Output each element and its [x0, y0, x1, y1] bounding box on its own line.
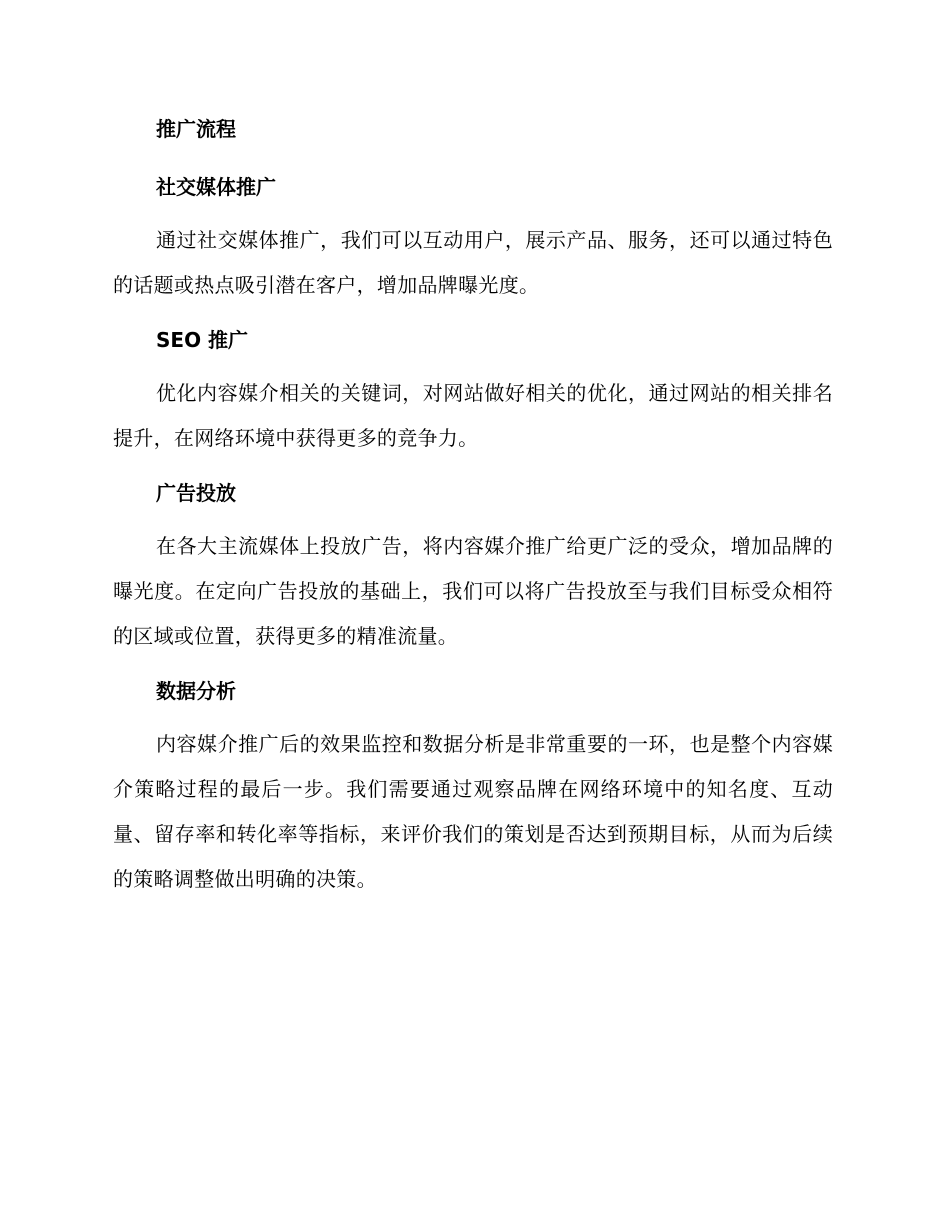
section-heading-seo: SEO 推广 [156, 328, 249, 352]
section-paragraph-social-media: 通过社交媒体推广，我们可以互动用户，展示产品、服务，还可以通过特色的话题或热点吸引潜在客户，增加品牌曝光度。 [113, 228, 833, 297]
document-body [113, 113, 833, 902]
section-heading-data-analysis: 数据分析 [156, 679, 236, 703]
section-paragraph-seo: 优化内容媒介相关的关键词，对网站做好相关的优化，通过网站的相关排名提升，在网络环境中获得更多的竞争力。 [113, 381, 833, 450]
document-title: 推广流程 [156, 117, 236, 141]
section-paragraph-advertising: 在各大主流媒体上投放广告，将内容媒介推广给更广泛的受众，增加品牌的曝光度。在定向广告投放的基础上，我们可以将广告投放至与我们目标受众相符的区域或位置，获得更多的精准流量。 [113, 534, 833, 648]
section-heading-social-media: 社交媒体推广 [156, 175, 276, 199]
section-heading-advertising: 广告投放 [156, 481, 236, 505]
section-paragraph-data-analysis: 内容媒介推广后的效果监控和数据分析是非常重要的一环，也是整个内容媒介策略过程的最后一步。我们需要通过观察品牌在网络环境中的知名度、互动量、留存率和转化率等指标，来评价我们的策划是否达到预期目标，从而为后续的策略调整做出明确的决策。 [113, 732, 833, 891]
